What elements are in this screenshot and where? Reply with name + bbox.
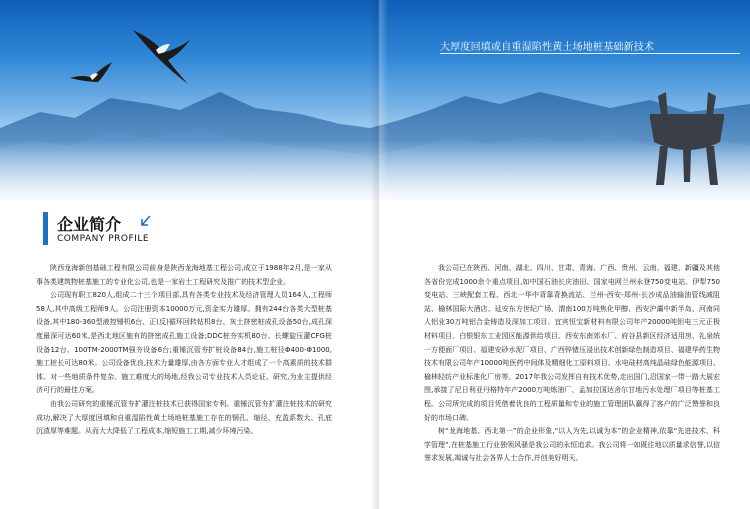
left-text-column <box>36 262 332 439</box>
eagle-icon <box>70 62 112 82</box>
left-paragraph: 陕西龙海新创基础工程有限公司前身是陕西龙海地基工程公司,成立于1988年2月,是一家从事各类建筑物桩基施工的专业化公司,也是一家岩土工程研究及推广的技术型企业。 <box>36 264 332 286</box>
page-fold <box>370 0 388 509</box>
heading-title-cn: 企业简介 <box>57 215 122 234</box>
arrow-mark-icon <box>139 214 153 228</box>
tagline-divider <box>440 53 740 54</box>
heading-accent-bar <box>43 212 48 245</box>
heading-title-en: COMPANY PROFILE <box>57 234 150 244</box>
banner-tagline: 大厚度回填或自重湿陷性黄土场地桩基础新技术 <box>440 42 655 53</box>
bronze-ding-icon <box>650 92 724 185</box>
right-paragraph: 我公司已在陕西、河南、湖北、四川、甘肃、青海、广西、贵州、云南、福建、新疆及其他各省份完成1000余个重点项目,如中国石油长庆油田、国家电网兰州永登750变电站、伊犁750变电站、三峡配套工程、西北一华中背靠背换流站、兰州-西安-郑州-长沙成品油输油管线减阻站、榆林国际大酒店、延安东方世纪广场、渭南100万吨焦化甲醇、西安沪灞中新半岛、河南同人铝业30万吨铝合金铸造及深加工项目、宜宾恒宝新材料有限公司年产20000吨钽电三元正极材料项目、白银银东工业园区能源供给项目、西安东南郊水厂、府谷县新区经济适用房、礼泉统一方便面厂项目、福建安砂水泥厂项目、广西锌锗压浸出技术创新绿色制造项目、福建华药生物技术有限公司年产10000吨医药中间体及精细化工原料项目、水电硅材高纯晶硅绿色能源项目、榆林轻纺产业标准化厂房等。2017年我公司发挥自有技术优势,走出国门,沿国家一带一路大展宏图,承接了尼日利亚丹格特年产2000万吨炼油厂、孟加拉国达舍尔甘地污水处理厂项目等桩基工程。公司所完成的项目凭借着优良的工程质量和专业的施工管理团队赢得了客户的广泛赞誉和良好的市场口碑。 <box>424 264 720 422</box>
left-paragraph: 由我公司研究的重锤沉管夯扩灌注桩技术已获得国家专利。重锤沉管夯扩灌注桩技术的研究成功,解决了大厚度回填和自重湿陷性黄土场地桩基施工存在的钢孔、缩径、充盈系数大、孔底沉渣厚等难题。从而大大降低了工程成本,缩短施工工期,减少环境污染。 <box>36 399 332 436</box>
right-text-column <box>424 262 720 466</box>
right-paragraph: 树“龙海地基、西北第一”的企业形象,“以人为先,以诚为本”的企业精神,依靠“先进技术、科学管理”,在桩基施工行业独领风骚是我公司的永恒追求。我公司将一如既往地以质量求信誉,以信誉求发展,竭诚与社会各界人士合作,并创美好明天。 <box>424 427 720 463</box>
left-paragraph: 公司现有职工820人,组成二十三个项目部,具有各类专业技术及经济管理人员164人,工程师58人,其中高级工程师9人。公司注册资本10000万元,资金实力雄厚。拥有244台各类大型桩基设备,其中180-360型液控锤机6台、正(反)循环回转钻机8台、灰土挤密桩成孔设备50台,成孔深度最深可达60米,是西北地区施有的挤密成孔施工设备;DDC桩夯实机80台、长螺旋压灌CFG桩设备12台、100TM-2000TM强夯设备6台;重锤沉管夯扩桩设备84台,施工桩径Φ400-Φ1000,施工桩长可达80米。公司设备优良,技术力量雄厚,由各方面专业人才组成了一个高素质的技术群体。对一些地质条件复杂、施工难度大的场地,经我公司专业技术人员论证、研究,为业主提供经济可行的最佳方案。 <box>36 291 332 395</box>
eagle-icon <box>133 30 190 84</box>
